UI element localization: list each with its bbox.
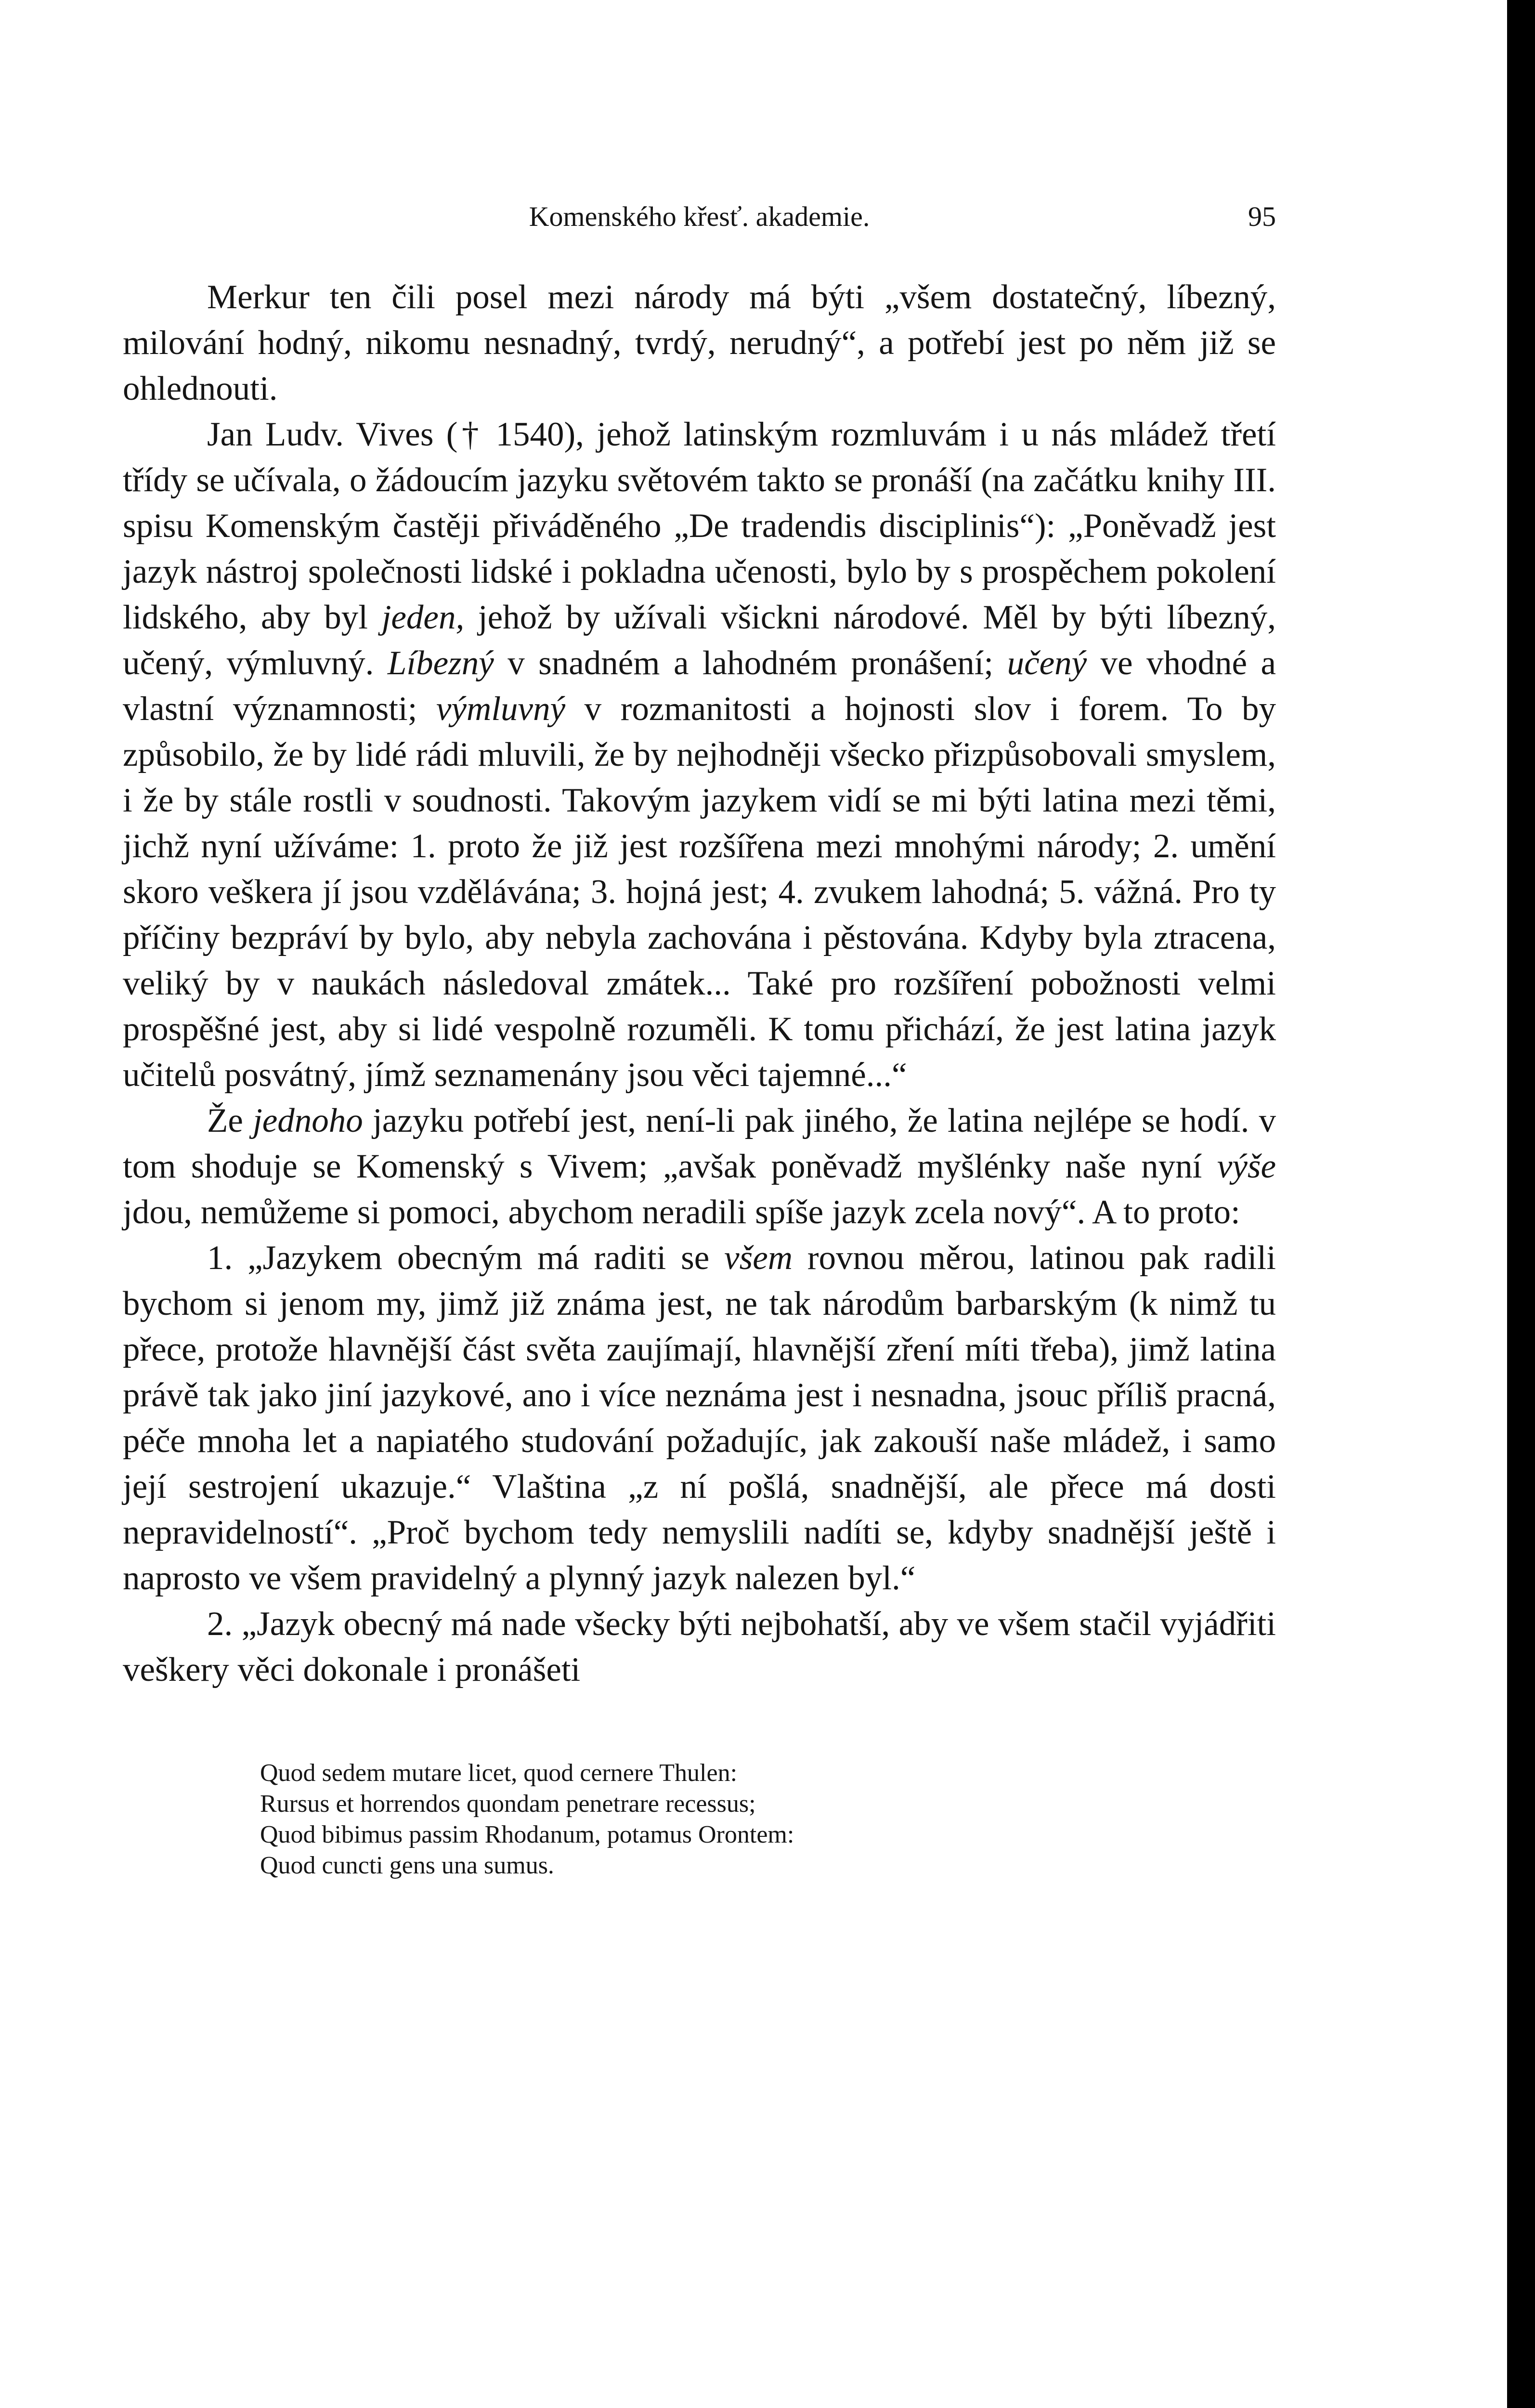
verse-line: Quod sedem mutare licet, quod cernere Thulen: [260,1759,738,1787]
italic-term: Líbezný [387,644,494,682]
italic-term: všem [724,1239,793,1277]
text-segment: ve vhodné a vlastní významnosti; [123,644,1276,728]
text-segment: Že [207,1102,253,1139]
text-segment: 1. „Jazykem obecným má raditi se [207,1239,725,1277]
text-segment: 2. „Jazyk obecný má nade všecky býti nejbohatší, aby ve všem stačil vyjádřiti veškery věci dokonale i pronášeti [123,1605,1276,1688]
text-segment: Jan Ludv. Vives († 1540), jehož latinským rozmluvám i u nás mládež třetí třídy se učívala, o žádoucím jazyku světovém takto se pronáší (na začátku knihy III. spisu Komenským častěji přiváděného „De tradendis disciplinis“): „Poněvadž jest jazyk nástroj společnosti lidské i pokladna učenosti, bylo by s prospěchem pokolení lidského, aby byl [123,416,1276,636]
paragraph [123,275,1276,412]
text-segment: jdou, nemůžeme si pomoci, abychom neradili spíše jazyk zcela nový“. A to proto: [123,1193,1240,1231]
italic-term: učený [1007,644,1087,682]
italic-term: jeden, [381,599,465,636]
verse-line: Quod cuncti gens una sumus. [260,1852,554,1879]
book-page [123,193,1276,1881]
text-segment: rovnou měrou, latinou pak radili bychom si jenom my, jimž již známa jest, ne tak národům barbarským (k nimž tu přece, protože hlavnější část světa zaujímají, hlavnější zření míti třeba), jimž latina právě tak jako jiní jazykové, ano i více neznáma jest i nesnadna, jsouc příliš pracná, péče mnoha let a napiatého studování požadujíc, jak zakouší naše mládež, i samo její sestrojení ukazuje.“ Vlaština „z ní pošlá, snadnější, ale přece má dosti nepravidelností“. „Proč bychom tedy nemyslili nadíti se, kdyby snadnější ještě i naprosto ve všem pravidelný a plynný jazyk nalezen byl.“ [123,1239,1276,1597]
paragraph [123,1098,1276,1235]
body-text [123,275,1276,1693]
text-segment: Merkur ten čili posel mezi národy má býti „všem dostatečný, líbezný, milování hodný, nikomu nesnadný, tvrdý, nerudný“, a potřebí jest po něm již se ohlednouti. [123,278,1276,407]
text-segment: v rozmanitosti a hojnosti slov i forem. To by způsobilo, že by lidé rádi mluvili, že by nejhodněji všecko přizpůsobovali smyslem, i že by stále rostli v soudnosti. Takovým jazykem vidí se mi býti latina mezi těmi, jichž nyní užíváme: 1. proto že již jest rozšířena mezi mnohými národy; 2. umění skoro veškera jí jsou vzdělávána; 3. hojná jest; 4. zvukem lahodná; 5. vážná. Pro ty příčiny bezpráví by bylo, aby nebyla zachována i pěstována. Kdyby byla ztracena, veliký by v naukách následoval zmátek... Také pro rozšíření pobožnosti velmi prospěšné jest, aby si lidé vespolně rozuměli. K tomu přichází, že jest latina jazyk učitelů posvátný, jímž seznamenány jsou věci tajemné...“ [123,690,1276,1094]
italic-term: výše [1217,1148,1276,1185]
numbered-paragraph [123,1235,1276,1601]
text-segment: jehož by užívali všickni národové. Měl by býti líbezný, učený, výmluvný. [123,599,1276,682]
numbered-paragraph [123,1601,1276,1693]
page-number: 95 [1248,201,1276,232]
running-head [123,193,1276,241]
italic-term: jednoho [253,1102,363,1139]
scan-edge [1507,0,1535,2408]
text-segment: jazyku potřebí jest, není-li pak jiného, že latina nejlépe se hodí. v tom shoduje se Komenský s Vivem; „avšak poněvadž myšlénky naše nyní [123,1102,1276,1185]
text-segment: v snadném a lahodném pronášení; [494,644,1007,682]
verse-line: Quod bibimus passim Rhodanum, potamus Orontem: [260,1821,794,1848]
paragraph [123,412,1276,1098]
italic-term: výmluvný [436,690,566,728]
verse-line: Rursus et horrendos quondam penetrare recessus; [260,1790,756,1818]
latin-verse-footnote [260,1758,1276,1881]
running-title: Komenského křesť. akademie. [529,201,870,232]
